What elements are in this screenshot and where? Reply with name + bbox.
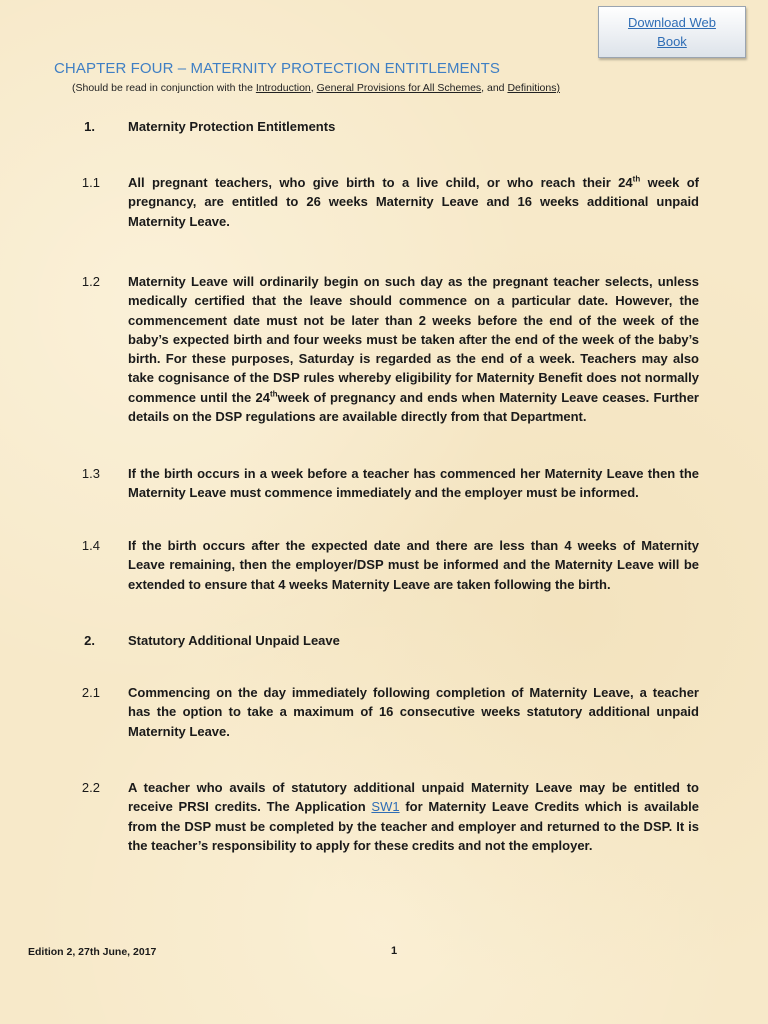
paragraph-number: 2.2 — [81, 780, 100, 795]
section-number: 2. — [84, 633, 95, 648]
text-run: Maternity Leave will ordinarily begin on such day as the pregnant teacher selects, unless medically certified that the leave should commence on a particular date. However, the commencement date must not be later than 2 weeks before the end of the week of the baby’s expected birth and four weeks must be taken after the end of the week of the baby’s birth. For these purposes, Saturday is regarded as the end of a week. Teachers may also take cognisance of the DSP rules whereby eligibility for Maternity Benefit does not normally commence until the 24 — [128, 274, 699, 405]
chapter-title: CHAPTER FOUR – MATERNITY PROTECTION ENTITLEMENTS — [54, 60, 500, 77]
paragraph-number: 1.4 — [81, 538, 100, 553]
section-title: Maternity Protection Entitlements — [128, 119, 336, 134]
text-run: A teacher who avails of statutory additional unpaid Maternity Leave may be entitled to receive PRSI credits. The Application — [128, 780, 699, 815]
paragraph-text: If the birth occurs after the expected date and there are less than 4 weeks of Maternity Leave remaining, then the employer/DSP must be informed and the Maternity Leave will be extended to ensure that 4 weeks Maternity Leave are taken following the birth. — [128, 538, 699, 592]
section-title: Statutory Additional Unpaid Leave — [128, 633, 340, 648]
introduction-link[interactable]: Introduction — [255, 82, 311, 94]
paragraph-number: 1.1 — [81, 175, 100, 190]
paragraph-number: 1.2 — [81, 274, 100, 289]
section-2-heading — [0, 631, 768, 650]
superscript: th — [269, 389, 278, 399]
subtitle-prefix: (Should be read in conjunction with the — [72, 82, 256, 94]
paragraph-text — [128, 778, 699, 855]
paragraph-2-2 — [0, 778, 768, 855]
text-run: week of pregnancy and ends when Maternity Leave ceases. Further details on the DSP regulations are available directly from that Department. — [128, 389, 699, 425]
general-provisions-link[interactable]: General Provisions for All Schemes — [316, 82, 482, 94]
section-1-heading — [0, 117, 768, 136]
section-number: 1. — [84, 119, 95, 134]
sw1-link[interactable]: SW1 — [371, 799, 400, 815]
paragraph-text: If the birth occurs in a week before a teacher has commenced her Maternity Leave then the Maternity Leave must commence immediately and the employer must be informed. — [128, 466, 699, 501]
edition-footer: Edition 2, 27th June, 2017 — [28, 946, 157, 958]
paragraph-1-2 — [0, 272, 768, 426]
superscript: th — [632, 174, 641, 184]
page-number: 1 — [391, 945, 398, 957]
paragraph-text: Commencing on the day immediately following completion of Maternity Leave, a teacher has the option to take a maximum of 16 consecutive weeks statutory additional unpaid Maternity Leave. — [128, 685, 699, 739]
download-web-book-button[interactable] — [598, 6, 746, 58]
subtitle-separator-1: , — [310, 82, 317, 94]
paragraph-text — [128, 173, 699, 231]
paragraph-number: 1.3 — [81, 466, 100, 481]
download-web-book-label[interactable]: Download Web Book — [628, 15, 716, 49]
text-run: All pregnant teachers, who give birth to a live child, or who reach their 24 — [128, 175, 633, 190]
paragraph-1-1 — [0, 173, 768, 231]
paragraph-1-4 — [0, 536, 768, 594]
text-run: for Maternity Leave Credits which is available from the DSP must be completed by the teacher and employer and returned to the DSP. It is the teacher’s responsibility to apply for these credits and not the employer. — [128, 799, 700, 853]
paragraph-1-3 — [0, 464, 768, 503]
paragraph-number: 2.1 — [81, 685, 100, 700]
text-run: week of pregnancy, are entitled to 26 weeks Maternity Leave and 16 weeks additional unpaid Maternity Leave. — [128, 175, 700, 229]
chapter-subtitle — [72, 82, 560, 94]
paragraph-2-1 — [0, 683, 768, 741]
definitions-link[interactable]: Definitions) — [507, 82, 560, 94]
paragraph-text — [128, 272, 699, 426]
subtitle-separator-2: , and — [481, 82, 508, 94]
